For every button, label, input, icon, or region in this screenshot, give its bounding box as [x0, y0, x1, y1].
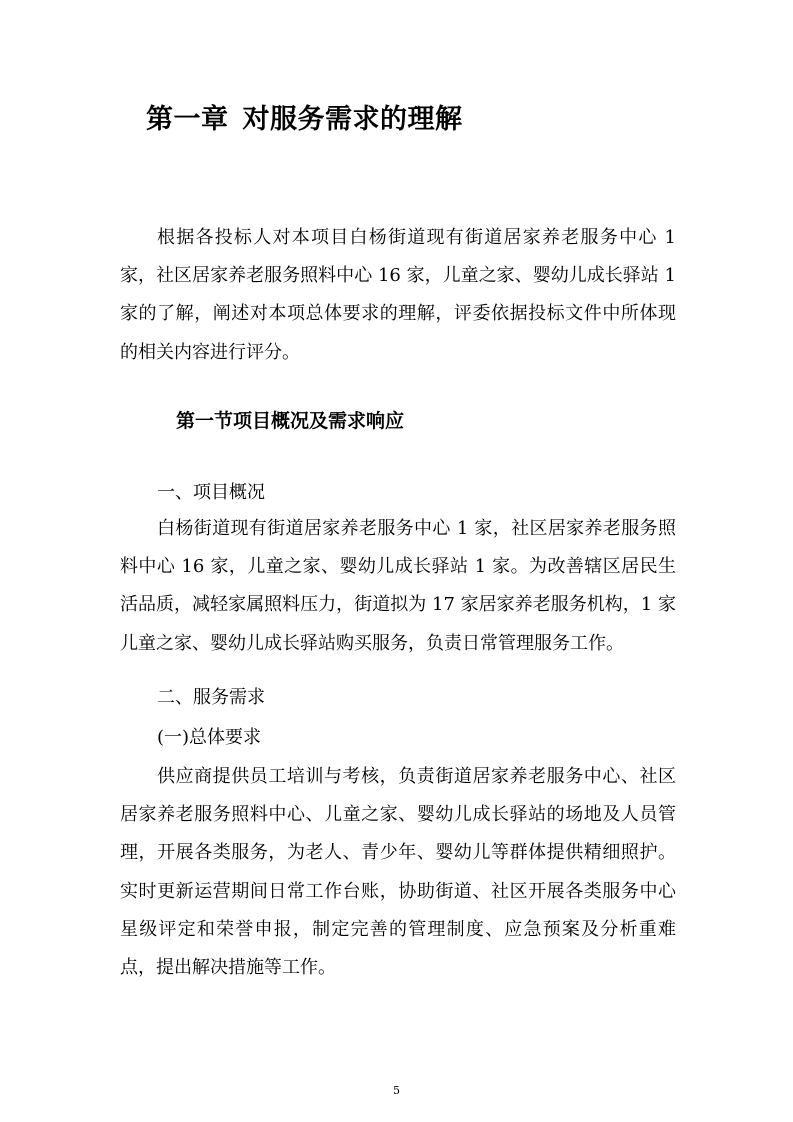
overview-paragraph: 白杨街道现有街道居家养老服务中心 1 家，社区居家养老服务照料中心 16 家，儿童之家、婴幼儿成长驿站 1 家。为改善辖区居民生活品质，减轻家属照料压力，街道拟为 17 家居家养老服务机构，1 家儿童之家、婴幼儿成长驿站购买服务，负责日常管理服务工作。: [120, 518, 676, 654]
chapter-title: [146, 100, 463, 140]
section-title: 第一节项目概况及需求响应: [176, 410, 405, 432]
page-number: 5: [393, 1084, 400, 1097]
intro-paragraph: 根据各投标人对本项目白杨街道现有街道居家养老服务中心 1 家，社区居家养老服务照料中心 16 家，儿童之家、婴幼儿成长驿站 1 家的了解，阐述对本项总体要求的理解，评委依据投标文件中所体现的相关内容进行评分。: [120, 227, 676, 363]
demand-heading: 二、服务需求: [157, 687, 265, 708]
chapter-title-text: 对服务需求的理解: [242, 104, 463, 135]
chapter-number: 第一章: [146, 104, 229, 135]
demand-subheading: (一)总体要求: [157, 727, 262, 748]
overview-heading: 一、项目概况: [157, 482, 265, 503]
demand-paragraph: 供应商提供员工培训与考核，负责街道居家养老服务中心、社区居家养老服务照料中心、儿童之家、婴幼儿成长驿站的场地及人员管理，开展各类服务，为老人、青少年、婴幼儿等群体提供精细照护。实时更新运营期间日常工作台账，协助街道、社区开展各类服务中心星级评定和荣誉申报，制定完善的管理制度、应急预案及分析重难点，提出解决措施等工作。: [120, 766, 676, 979]
